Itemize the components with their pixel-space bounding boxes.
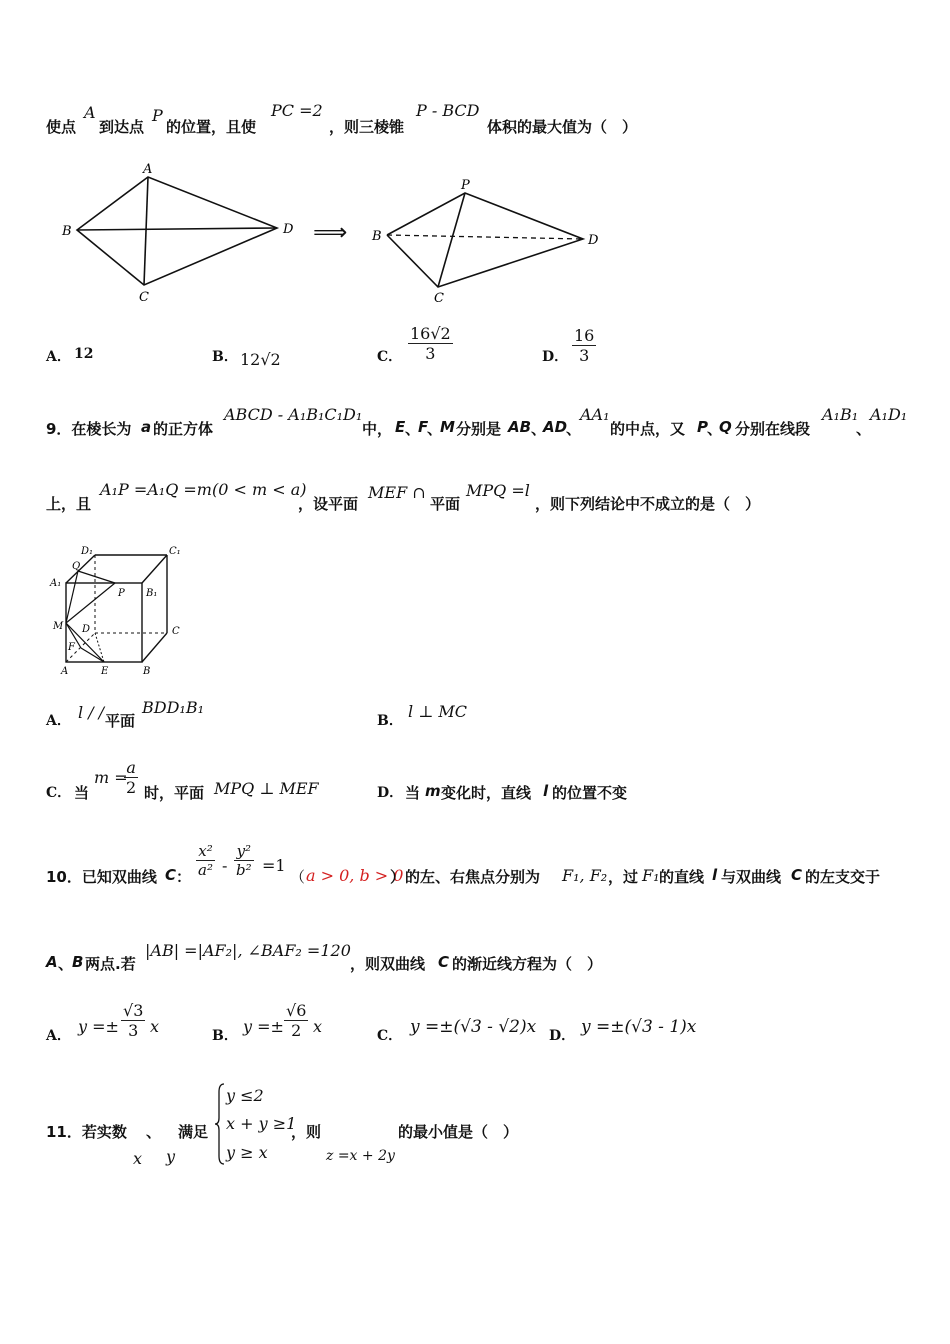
var: M — [440, 418, 455, 436]
text: 的最小值是（ ） — [398, 1123, 519, 1141]
text: 体积的最大值为（ ） — [487, 118, 638, 136]
numerator: √3 — [123, 1001, 144, 1020]
math: F₁, F₂ — [562, 866, 608, 885]
constraint-1: y ≤2 — [226, 1086, 264, 1105]
var: B — [72, 953, 84, 971]
var: C — [791, 866, 803, 884]
math: BDD₁B₁ — [142, 698, 204, 717]
var: a — [141, 418, 152, 436]
text: 当 — [405, 784, 421, 802]
text: 时，平面 — [144, 784, 205, 802]
text: 分别在线段 — [735, 420, 811, 438]
option-b-label: B． — [212, 349, 238, 365]
label-a: A — [61, 666, 69, 677]
label-c: C — [139, 290, 149, 305]
denominator: a² — [198, 861, 213, 879]
option-d-label: D． — [377, 785, 404, 801]
constraint-2: x + y ≥1 — [226, 1114, 297, 1133]
option-a-value: 12 — [74, 346, 94, 362]
text: 的正方体 — [153, 420, 214, 438]
label-d: D — [82, 624, 91, 635]
math: MPQ ⊥ MEF — [214, 779, 319, 798]
text: 变化时，直线 — [441, 784, 532, 802]
option-c-label: C． — [377, 349, 403, 365]
var: A — [46, 953, 58, 971]
label-a: A — [143, 162, 153, 177]
option-c-fraction — [408, 324, 453, 363]
text: 当 — [74, 784, 90, 802]
denominator: b² — [236, 861, 252, 879]
option-d-label: D． — [542, 349, 569, 365]
math: ABCD - A₁B₁C₁D₁ — [224, 405, 363, 424]
math: y =±(√3 - 1)x — [581, 1017, 697, 1037]
var: AB — [508, 418, 532, 436]
math: l ⊥ MC — [408, 702, 467, 721]
denominator: 3 — [128, 1021, 139, 1040]
var: F — [418, 418, 429, 436]
label-c1: C₁ — [169, 546, 181, 557]
math: A₁B₁ — [822, 405, 859, 424]
text: 平面 — [430, 495, 461, 513]
option-b-label: B． — [377, 713, 403, 729]
text: 平面 — [105, 712, 136, 730]
x-fraction — [196, 842, 215, 879]
var: x — [133, 1149, 143, 1168]
text: 、 — [531, 420, 547, 438]
label-p: P — [118, 588, 125, 599]
text: 的左支交于 — [805, 868, 881, 886]
quadrilateral-figure — [55, 155, 305, 310]
label-m: M — [53, 621, 64, 632]
math: x — [150, 1017, 160, 1036]
text: 的中点，又 — [610, 420, 686, 438]
text: ）的左、右焦点分别为 — [390, 868, 541, 886]
label-c: C — [434, 291, 444, 306]
math: A₁P =A₁Q =m(0 < m < a) — [100, 480, 307, 499]
var: C — [438, 953, 450, 971]
label-e: E — [101, 666, 109, 677]
denominator: 2 — [126, 778, 137, 797]
constraint-3: y ≥ x — [226, 1143, 268, 1162]
math: x — [313, 1017, 323, 1036]
option-c-label: C． — [377, 1028, 403, 1044]
label-b: B — [143, 666, 151, 677]
text: ： — [176, 868, 192, 886]
option-a-label: A． — [46, 713, 71, 729]
option-b-value: 12√2 — [240, 350, 281, 369]
text: 9．在棱长为 — [46, 420, 132, 438]
math: AA₁ — [580, 405, 610, 424]
denominator: 2 — [291, 1021, 302, 1040]
math: m = — [94, 768, 128, 787]
text: ，则 — [291, 1123, 322, 1141]
text: 10．已知双曲线 — [46, 868, 157, 886]
var: C — [165, 866, 177, 884]
label-p: P — [461, 178, 470, 193]
math: P — [152, 106, 163, 125]
math: MEF ∩ — [368, 483, 426, 502]
text: 的位置不变 — [552, 784, 628, 802]
var: y — [166, 1147, 176, 1166]
var: AD — [543, 418, 568, 436]
option-c-label: C． — [46, 785, 72, 801]
equals: =1 — [262, 856, 286, 875]
text: 满足 — [178, 1123, 209, 1141]
text: （ — [290, 868, 306, 886]
math: A — [84, 103, 96, 122]
minus: - — [222, 856, 228, 875]
text: 、 — [707, 420, 723, 438]
text: 、 — [566, 420, 582, 438]
option-b-label: B． — [212, 1028, 238, 1044]
text: 11．若实数 — [46, 1123, 127, 1141]
var: P — [697, 418, 708, 436]
var: l — [712, 866, 718, 884]
denominator: 3 — [579, 346, 590, 365]
b-fraction — [284, 1001, 308, 1040]
math: y =± — [243, 1017, 284, 1036]
denominator: 3 — [425, 344, 436, 363]
var: Q — [719, 418, 732, 436]
option-a-label: A． — [46, 349, 71, 365]
label-c: C — [172, 626, 180, 637]
math: y =± — [78, 1017, 119, 1036]
numerator: x² — [196, 842, 215, 861]
system-brace — [214, 1082, 226, 1166]
math: MPQ =l — [466, 481, 530, 500]
label-d: D — [588, 233, 599, 248]
text: 上，且 — [46, 495, 92, 513]
c-fraction — [124, 758, 138, 797]
math: PC =2 — [271, 101, 323, 120]
var: m — [425, 782, 441, 800]
tetrahedron-figure — [365, 175, 610, 310]
text: 两点.若 — [85, 955, 136, 973]
option-d-fraction — [572, 326, 596, 365]
a-fraction — [121, 1001, 145, 1040]
numerator: a — [124, 758, 138, 778]
label-f: F — [68, 642, 75, 653]
cube-figure — [45, 540, 195, 680]
numerator: √6 — [286, 1001, 307, 1020]
text: 分别是 — [456, 420, 502, 438]
math: A₁D₁ — [870, 405, 908, 424]
text: ，则下列结论中不成立的是（ ） — [535, 495, 761, 513]
numerator: 16√2 — [410, 324, 451, 343]
text: ，过 — [608, 868, 639, 886]
condition: a > 0, b > 0 — [306, 866, 404, 885]
label-d1: D₁ — [81, 546, 94, 557]
label-q: Q — [72, 561, 81, 572]
numerator: y² — [234, 842, 254, 861]
math: P - BCD — [416, 101, 480, 120]
text: 到达点 — [99, 118, 145, 136]
label-b1: B₁ — [146, 588, 158, 599]
numerator: 16 — [574, 326, 595, 345]
text: 的直线 — [659, 868, 705, 886]
var: E — [395, 418, 406, 436]
label-b: B — [62, 224, 72, 239]
text: ，则三棱锥 — [329, 118, 405, 136]
text: 、 — [427, 420, 443, 438]
text: ，则双曲线 — [350, 955, 426, 973]
option-a-label: A． — [46, 1028, 71, 1044]
text: 、 — [58, 955, 74, 973]
label-b: B — [372, 229, 382, 244]
text: 、 — [146, 1123, 162, 1141]
math: y =±(√3 - √2)x — [410, 1017, 537, 1037]
text: 、 — [856, 420, 872, 438]
math: l / / — [78, 703, 105, 722]
option-d-label: D． — [549, 1028, 576, 1044]
y-fraction — [234, 842, 254, 879]
text: ，设平面 — [298, 495, 359, 513]
text: 的位置，且使 — [166, 118, 257, 136]
implies-arrow: ⟹ — [313, 218, 348, 246]
text: 使点 — [46, 118, 77, 136]
label-a1: A₁ — [50, 578, 62, 589]
math: |AB| =|AF₂|, ∠BAF₂ =120 — [145, 941, 351, 960]
var: l — [543, 782, 549, 800]
text: 的渐近线方程为（ ） — [452, 955, 603, 973]
text: 、 — [405, 420, 421, 438]
text: 与双曲线 — [721, 868, 782, 886]
label-d: D — [283, 222, 294, 237]
math: F₁ — [642, 866, 660, 885]
text: 中， — [362, 420, 393, 438]
math: z =x + 2y — [326, 1148, 395, 1164]
